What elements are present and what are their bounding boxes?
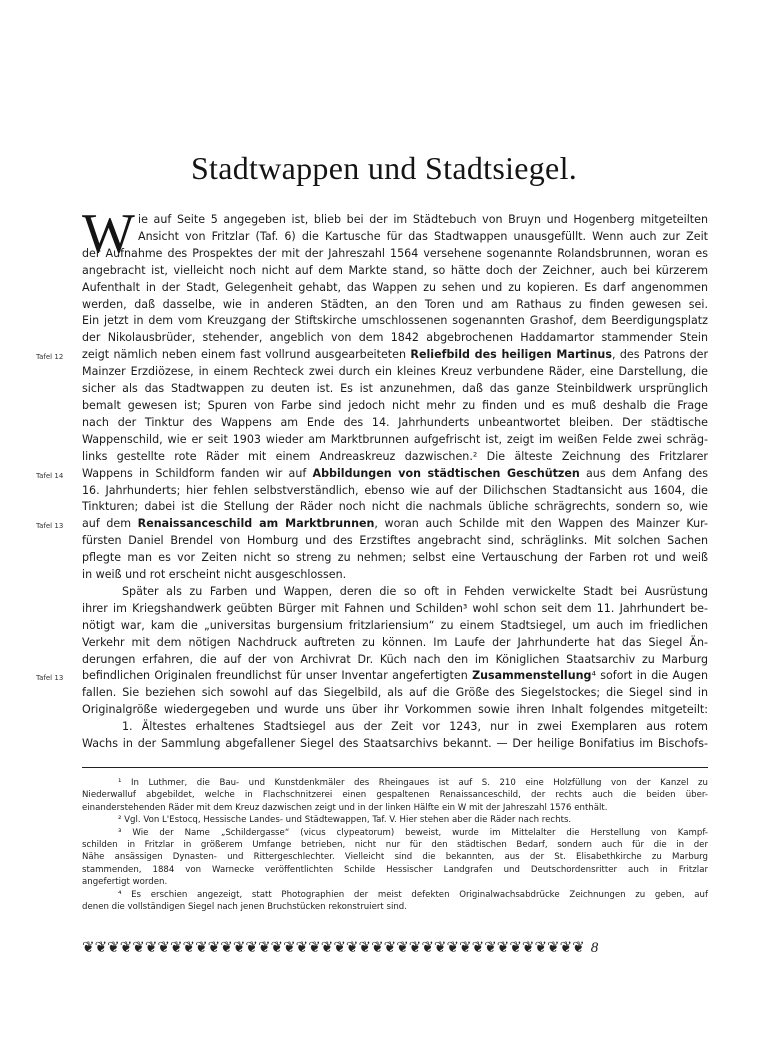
text-line: sicher als das Stadtwappen zu deuten ist. Es ist anzunehmen, daß das ganze Steinbildwerk ursprünglich xyxy=(82,382,708,396)
text-line: derungen erfahren, die auf der von Archivrat Dr. Küch nach den im Königlichen Staatsarchiv zu Marburg xyxy=(82,652,708,666)
text-line: Tinkturen; dabei ist die Stellung der Räder noch nicht die nachmals übliche schrägrechts, sondern so, wie xyxy=(82,500,708,514)
footnote-line: stammenden, 1884 von Warnecke veröffentlichten Schilde Hessischer Landgrafen und Deutschordensritter auch in Fritzlar xyxy=(82,864,708,875)
text-line: pflegte man es vor Zeiten nicht so streng zu nehmen; selbst eine Vertauschung der Farben rot und weiß xyxy=(82,551,708,565)
margin-plate-reference: Tafel 13 xyxy=(36,674,64,683)
text-line: Ein jetzt in dem vom Kreuzgang der Stiftskirche umschlossenen sogenannten Grashof, dem Beerdigungsplatz xyxy=(82,314,708,328)
text-line: 16. Jahrhunderts; hier fehlen selbstverständlich, ebenso wie auf der Dilichschen Stadtansicht aus 1604, die xyxy=(82,483,708,497)
footnote-line: ² Vgl. Von L'Estocq, Hessische Landes- und Städtewappen, Taf. V. Hier stehen aber die Räder nach rechts. xyxy=(118,815,572,826)
page-footer xyxy=(82,938,599,956)
margin-plate-reference: Tafel 13 xyxy=(36,522,64,531)
footnote-line: schilden in Fritzlar in größerem Umfange betrieben, nicht nur für den städtischen Bedarf, sondern auch für die in der xyxy=(82,840,708,851)
text-line: nach der Tinktur des Wappens am Ende des 14. Jahrhunderts unbeantwortet bleiben. Der städtische xyxy=(82,415,708,429)
text-line: Wachs in der Sammlung abgefallener Siegel des Staatsarchivs bekannt. — Der heilige Bonifatius im Bischofs- xyxy=(82,737,708,751)
footnote-line: denen die vollständigen Siegel nach jenen Bruchstücken rekonstruiert sind. xyxy=(82,902,407,913)
main-text xyxy=(36,203,709,753)
emphasized-term: Reliefbild des heiligen Martinus xyxy=(410,348,612,362)
drop-cap: W xyxy=(82,203,135,265)
text-line: fallen. Sie beziehen sich sowohl auf das Siegelbild, als auf die Größe des Siegelstockes; die Siegel sind in xyxy=(82,686,708,700)
text-line: der Aufnahme des Prospektes der mit der Jahreszahl 1564 versehene sogenannte Rolandsbrunnen, woran es xyxy=(82,246,708,260)
emphasized-term: Renaissanceschild am Marktbrunnen xyxy=(137,517,375,531)
margin-plate-reference: Tafel 14 xyxy=(36,471,64,480)
text-line: ihrer im Kriegshandwerk geübten Bürger mit Fahnen und Schilden³ wohl schon seit dem 11. Jahrhundert be- xyxy=(82,601,708,615)
text-line: fürsten Daniel Brendel von Homburg und des Erzstiftes angebracht sind, schräglinks. Mit solchen Sachen xyxy=(82,534,708,548)
text-line: der Nikolausbrüder, stehender, angeblich von dem 1842 abgebrochenen Haddamartor stammender Stein xyxy=(82,331,708,345)
page-number: 8 xyxy=(590,940,599,956)
footnote-line: Nähe ansässigen Dynasten- und Rittergeschlechter. Vielleicht sind die bekannten, aus der St. Elisabethkirche zu Marburg xyxy=(82,852,708,863)
text-line: Mainzer Erzdiözese, in einem Rechteck zwei durch ein kleines Kreuz verbundene Räder, eine Darstellung, die xyxy=(82,365,708,379)
footnote-line: einanderstehenden Räder mit dem Kreuz dazwischen zeigt und in der linken Hälfte ein W mit der Jahreszahl 1576 enthält. xyxy=(82,802,608,813)
footnote-line: angefertigt worden. xyxy=(82,877,168,888)
text-line: in weiß und rot erscheint nicht ausgeschlossen. xyxy=(82,568,347,582)
text-line: Aufenthalt in der Stadt, Gelegenheit gehabt, das Wappen zu sehen und zu kopieren. Es darf angenommen xyxy=(82,280,708,294)
text-line: Tafel 12 zeigt nämlich neben einem fast vollrund ausgearbeiteten Reliefbild des heiligen Martinus, des Patrons der xyxy=(82,347,708,364)
text-line: Verkehr mit dem nötigen Nachdruck auftreten zu können. Im Laufe der Jahrhunderte hat das Siegel Än- xyxy=(82,635,708,649)
text-line: Ansicht von Fritzlar (Taf. 6) die Kartusche für das Stadtwappen unausgefüllt. Wenn auch zur Zeit xyxy=(138,229,708,243)
text-line: 1. Ältestes erhaltenes Stadtsiegel aus der Zeit vor 1243, nur in zwei Exemplaren aus rotem xyxy=(122,720,708,734)
footnote-divider xyxy=(82,767,708,768)
text-line: bemalt gewesen ist; Spuren von Farbe sind jedoch nicht mehr zu finden und es muß deshalb die Frage xyxy=(82,398,708,412)
page-title: Stadtwappen und Stadtsiegel. xyxy=(190,150,578,186)
margin-plate-reference: Tafel 12 xyxy=(36,353,64,362)
text-line: W ie auf Seite 5 angegeben ist, blieb bei der im Städtebuch von Bruyn und Hogenberg mitgeteilten xyxy=(82,203,708,265)
text-line: Wappenschild, wie er seit 1903 wieder am Marktbrunnen aufgefrischt ist, zeigt im weißen Felde zwei schräg- xyxy=(82,432,708,446)
text-line: werden, daß dasselbe, wie in anderen Städten, an den Toren und am Rathaus zu finden gewesen sei. xyxy=(82,297,708,311)
emphasized-term: Abbildungen von städtischen Geschützen xyxy=(312,466,580,480)
text-line: angebracht ist, vielleicht noch nicht auf dem Markte stand, so hätte doch der Zeichner, auch bei kürzerem xyxy=(82,263,708,277)
text-line: Später als zu Farben und Wappen, deren die so oft in Fehden verwickelte Stadt bei Ausrüstung xyxy=(122,584,708,598)
text-line: Tafel 13 befindlichen Originalen freundlichst für unser Inventar angefertigten Zusammenstellung⁴ sofort in die Augen xyxy=(82,668,708,685)
footnote-line: ³ Wie der Name „Schildergasse“ (vicus clypeatorum) beweist, wurde im Mittelalter die Herstellung von Kampf- xyxy=(118,827,708,838)
footnote-line: Niederwalluf abgebildet, welche in Flachschnitzerei einen gespaltenen Renaissanceschild, der rechts auch die beiden über- xyxy=(82,790,708,801)
emphasized-term: Zusammenstellung xyxy=(472,669,592,683)
footnote-line: ¹ In Luthmer, die Bau- und Kunstdenkmäler des Rheingaues ist auf S. 210 eine Holzfüllung von der Kanzel zu xyxy=(118,778,708,788)
text-line: Originalgröße wiedergegeben und wurde uns über ihr Vorkommen sowie ihren Inhalt folgendes mitgeteilt: xyxy=(82,703,708,717)
text-line: Tafel 13 auf dem Renaissanceschild am Marktbrunnen, woran auch Schilde mit den Wappen des Mainzer Kur- xyxy=(82,516,708,533)
footnote-line: ⁴ Es erschien angezeigt, statt Photographien der meist defekten Originalwachsabdrücke Zeichnungen zu geben, auf xyxy=(118,889,708,900)
ornament-border-left: ❦❦❦❦❦❦❦❦❦❦❦❦❦❦❦❦❦❦❦❦❦❦❦❦❦❦❦❦❦❦❦❦❦❦❦❦❦❦❦❦ xyxy=(82,940,585,956)
text-line: Tafel 14 Wappens in Schildform fanden wir auf Abbildungen von städtischen Geschützen aus dem Anfang des xyxy=(82,466,708,483)
text-line: nötigt war, kam die „universitas burgensium fritzlariensium“ zu einem Stadtsiegel, um auch im friedlichen xyxy=(82,618,708,632)
footnotes xyxy=(82,777,708,913)
text-line: links gestellte rote Räder mit einem Andreaskreuz dazwischen.² Die älteste Zeichnung des Fritzlarer xyxy=(82,449,708,463)
